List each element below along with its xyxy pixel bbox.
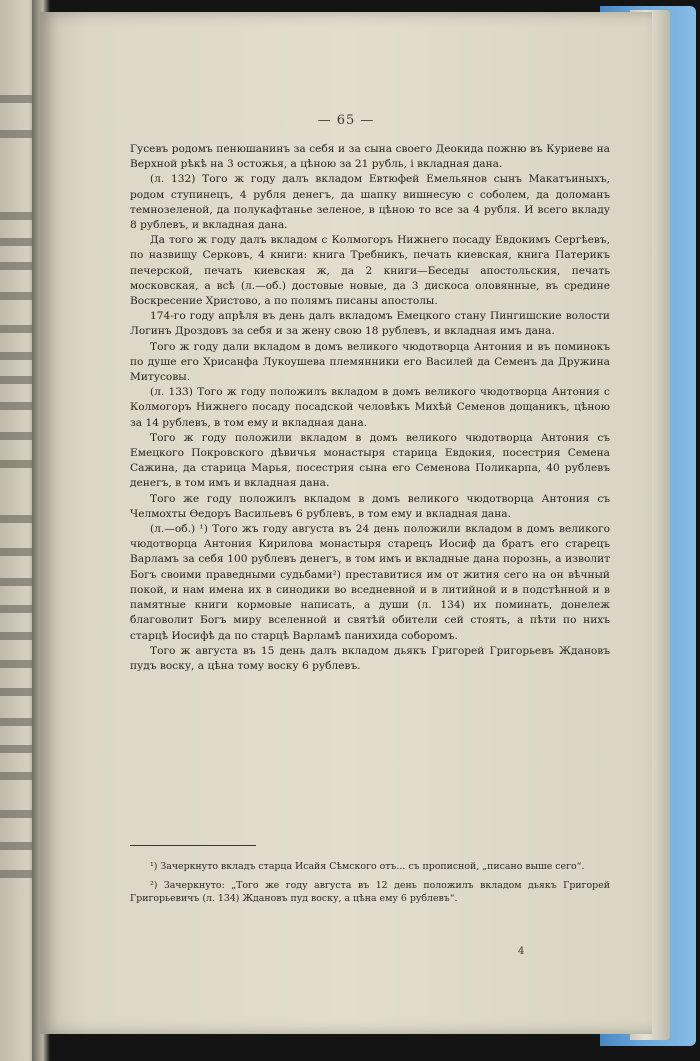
footnote-divider — [130, 845, 256, 846]
paragraph: 174-го году апрѣля въ день далъ вкладомъ Емецкого стану Пингишские волости Логинъ Дроздовъ за себя и за жену свою 18 рублевъ, и вкладная имъ дана. — [130, 310, 610, 338]
paragraph: (л. 132) Того ж году далъ вкладом Евтюфей Емельянов сынъ Макатъиныхъ, родом ступинецъ, 4 рубля денегъ, да шапку вишнесую с соболем, да доломанъ темнозеленой, да полукафтанье зеленое, в цѣною то все за 4 рубля. И всего вкладу 8 рублевъ, и вкладная дана. — [130, 173, 610, 232]
page-body-text — [130, 142, 610, 674]
paragraph: Гусевъ родомъ пенюшанинъ за себя и за сына своего Деокида пожню въ Куриеве на Верхной рѣкѣ на 3 остожья, а цѣною за 21 рубль, і вкладная дана. — [130, 143, 610, 171]
paragraph: Да того ж году далъ вкладом с Колмогоръ Нижнего посаду Евдокимъ Сергѣевъ, по назвищу Серковъ, 4 книги: книга Требникъ, печать киевская, книга Патерикъ печерской, печать киевская ж, да 2 книги—Беседы апостольския, печать московская, а всѣ (л.—об.) достовые новые, да 3 дискоса оловянные, въ средине Воскресение Христово, а по полямъ писаны апостолы. — [130, 234, 610, 308]
paragraph: Того ж августа въ 15 день далъ вкладом дьякъ Григорей Григорьевъ Ждановъ пудъ воску, а цѣна тому воску 6 рублевъ. — [130, 644, 610, 672]
paragraph: Того ж году положили вкладом в домъ великого чюдотворца Антония съ Емецкого Покровского дѣвичья монастыря старица Евдокия, посестрия Семена Сажина, да старица Марья, посестрия сына его Семенова Поликарпа, 40 рублевъ денегъ, в том имъ и вкладная дана. — [130, 431, 610, 490]
footnote: ¹) Зачеркнуто вкладъ старца Исайя Сѣмского отъ... съ прописной, „писано выше сего“. — [150, 861, 585, 872]
footnotes — [130, 860, 610, 911]
paragraph: Того же году положилъ вкладом в домъ великого чюдотворца Антония съ Челмохты Өедоръ Васильевъ 6 рублевъ, в том ему и вкладная дана. — [130, 492, 610, 520]
paragraph: (л.—об.) ¹) Того жъ году августа въ 24 день положили вкладом в домъ великого чюдотворца Антония Кирилова монастыря старецъ Иосиф да братъ его старецъ Варламъ за себя 100 рублевъ денегъ, в том имъ и вкладные дана порознь, а изволит Богъ своими праведными судьбами²) преставитися им от жития сего на он вѣчный покой, и нам имена их в синодики во вседневной и в литийной и в подстѣнной и в памятные книги кормовые написать, а души (л. 134) их поминать, донележ благоволит Богъ миру вселенной и святѣй обители сей стоять, а пѣти по нихъ старцѣ Иосифѣ да по старцѣ Варламѣ панихида соборомъ. — [130, 523, 610, 642]
footnote: ²) Зачеркнуто: „Того же году августа въ 12 день положилъ вкладом дьякъ Григорей Григорьевичъ (л. 134) Ждановъ пуд воску, а цѣна ему 6 рублевъ“. — [130, 880, 610, 904]
paragraph: Того ж году дали вкладом в домъ великого чюдотворца Антония и въ поминокъ по душе его Хрисанфа Лукоушева племянники его Василей да Семенъ да Дружина Митусовы. — [130, 340, 610, 384]
paragraph: (л. 133) Того ж году положилъ вкладом в домъ великого чюдотворца Антония с Колмогоръ Нижнего посаду посадской человѣкъ Михѣй Семенов дощаникъ, цѣною за 14 рублевъ, в том ему и вкладная дана. — [130, 386, 610, 429]
book-page — [40, 12, 652, 1034]
printer-signature: 4 — [518, 946, 525, 957]
page-number: — 65 — — [317, 113, 375, 128]
